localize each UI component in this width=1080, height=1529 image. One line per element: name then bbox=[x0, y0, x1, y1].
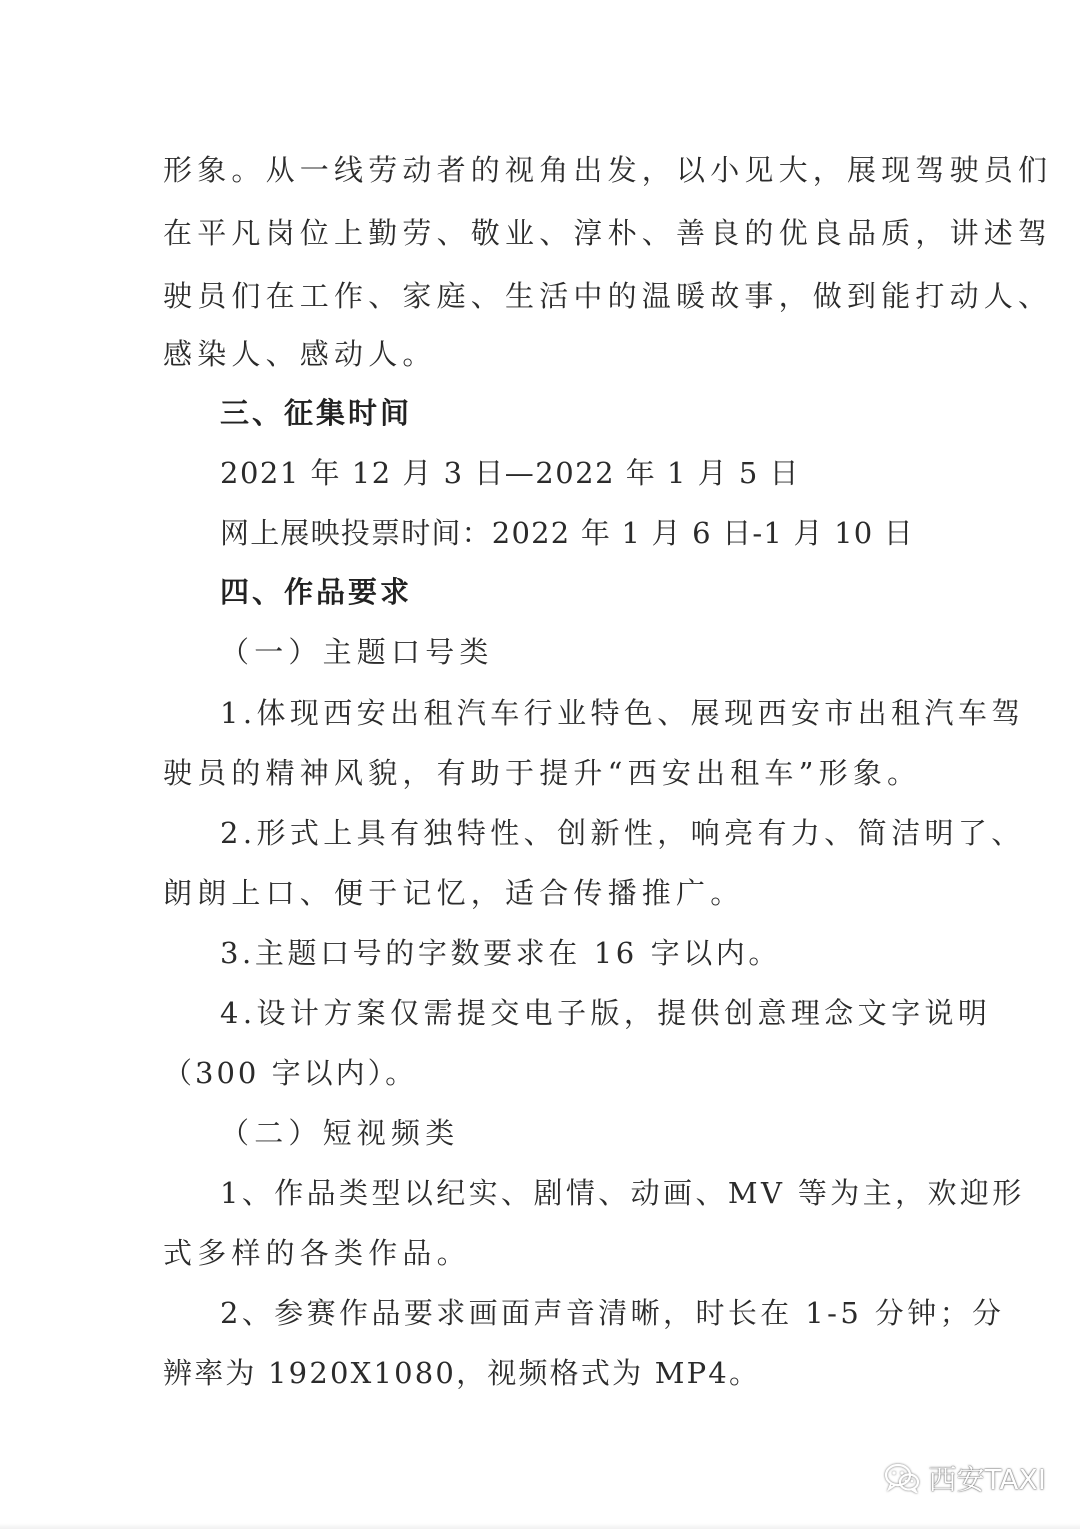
watermark-text: 西安TAXI bbox=[928, 1463, 1046, 1496]
paragraph-line-4: 感染人、感动人。 bbox=[163, 337, 437, 371]
sub1-item1-line1: 1.体现西安出租汽车行业特色、展现西安市出租汽车驾 bbox=[220, 696, 1025, 730]
sub2-item1-line2: 式多样的各类作品。 bbox=[163, 1236, 471, 1270]
sub2-item2-line1: 2、参赛作品要求画面声音清晰，时长在 1-5 分钟；分 bbox=[220, 1296, 1005, 1330]
sub1-heading: （一）主题口号类 bbox=[220, 635, 494, 669]
watermark bbox=[884, 1458, 1046, 1498]
sub1-item2-line2: 朗朗上口、便于记忆，适合传播推广。 bbox=[163, 876, 745, 910]
paragraph-line-2: 在平凡岗位上勤劳、敬业、淳朴、善良的优良品质，讲述驾 bbox=[163, 216, 1053, 250]
sub1-item1-line2: 驶员的精神风貌，有助于提升“西安出租车”形象。 bbox=[163, 756, 922, 790]
collection-period: 2021 年 12 月 3 日—2022 年 1 月 5 日 bbox=[220, 456, 801, 490]
section3-heading: 三、征集时间 bbox=[220, 396, 413, 430]
sub2-item1-line1: 1、作品类型以纪实、剧情、动画、MV 等为主，欢迎形 bbox=[220, 1176, 1025, 1210]
section4-heading: 四、作品要求 bbox=[220, 575, 413, 609]
sub2-item2-line2: 辨率为 1920X1080，视频格式为 MP4。 bbox=[163, 1356, 761, 1390]
paragraph-line-3: 驶员们在工作、家庭、生活中的温暖故事，做到能打动人、 bbox=[163, 279, 1053, 313]
wechat-icon bbox=[884, 1463, 920, 1493]
sub1-item4-line2: （300 字以内）。 bbox=[163, 1056, 418, 1090]
sub2-heading: （二）短视频类 bbox=[220, 1116, 460, 1150]
sub1-item4-line1: 4.设计方案仅需提交电子版，提供创意理念文字说明 bbox=[220, 996, 992, 1030]
sub1-item2-line1: 2.形式上具有独特性、创新性，响亮有力、简洁明了、 bbox=[220, 816, 1025, 850]
paragraph-line-1: 形象。从一线劳动者的视角出发，以小见大，展现驾驶员们 bbox=[163, 153, 1053, 187]
page-bottom-edge bbox=[0, 1523, 1080, 1529]
sub1-item3: 3.主题口号的字数要求在 16 字以内。 bbox=[220, 936, 782, 970]
voting-period: 网上展映投票时间：2022 年 1 月 6 日-1 月 10 日 bbox=[220, 516, 915, 550]
